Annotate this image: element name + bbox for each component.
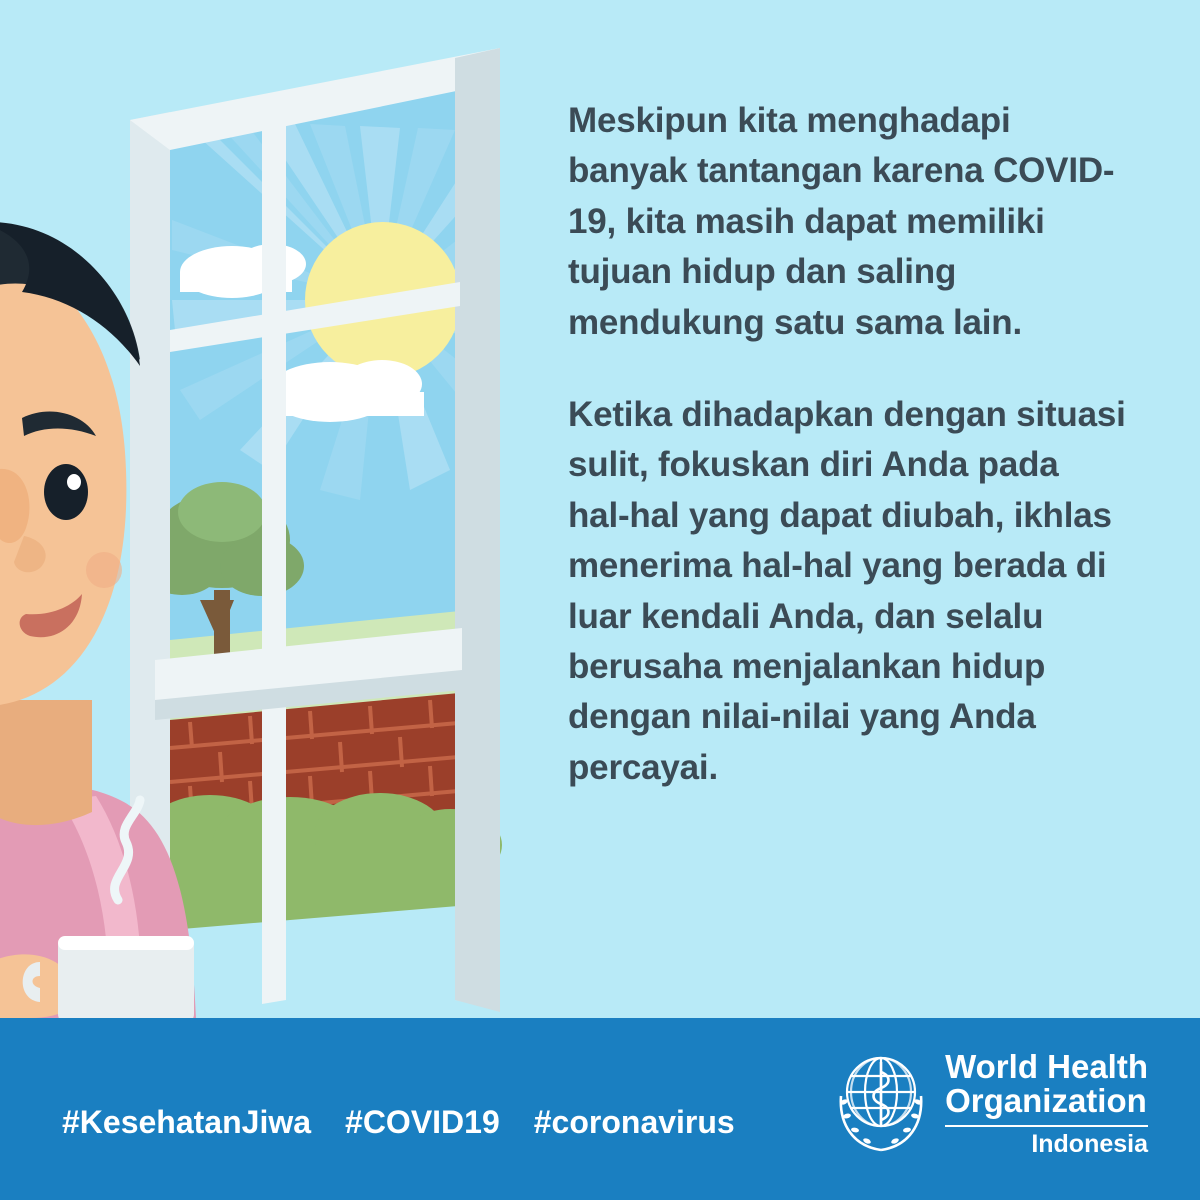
eye-glint — [67, 474, 81, 490]
who-divider — [945, 1125, 1148, 1127]
who-line-1: World Health — [945, 1048, 1148, 1085]
illustration — [0, 0, 540, 1018]
cheek — [86, 552, 122, 588]
hashtag-kesehatanjiwa: #KesehatanJiwa — [62, 1104, 312, 1140]
who-wordmark — [945, 1046, 1148, 1158]
footer-bar — [0, 1018, 1200, 1200]
who-emblem-icon — [833, 1046, 929, 1156]
who-logo — [833, 1046, 1148, 1158]
cloud-top — [180, 244, 306, 298]
paragraph-2: Ketika dihadapkan dengan situasi sulit, fokuskan diri Anda pada hal-hal yang dapat diubah, ikhlas menerima hal-hal yang berada di luar kendali Anda, dan selalu berusaha menjalankan hidup dengan nilai-nilai yang Anda percayai. — [568, 394, 1126, 787]
window-view — [142, 55, 502, 1005]
who-line-2: Organization — [945, 1081, 1147, 1119]
cloud-mid — [268, 360, 424, 422]
message-text-block — [568, 96, 1128, 793]
hashtag-coronavirus: #coronavirus — [533, 1104, 735, 1140]
paragraph-1: Meskipun kita menghadapi banyak tantangan karena COVID-19, kita masih dapat memiliki tujuan hidup dan saling mendukung satu sama lain. — [568, 101, 1115, 342]
hashtag-covid19: #COVID19 — [345, 1104, 500, 1140]
illustration-svg — [0, 0, 540, 1018]
eye — [44, 464, 88, 520]
neck — [0, 700, 92, 825]
who-country-label: Indonesia — [1031, 1129, 1148, 1158]
hashtag-list — [62, 1104, 735, 1141]
